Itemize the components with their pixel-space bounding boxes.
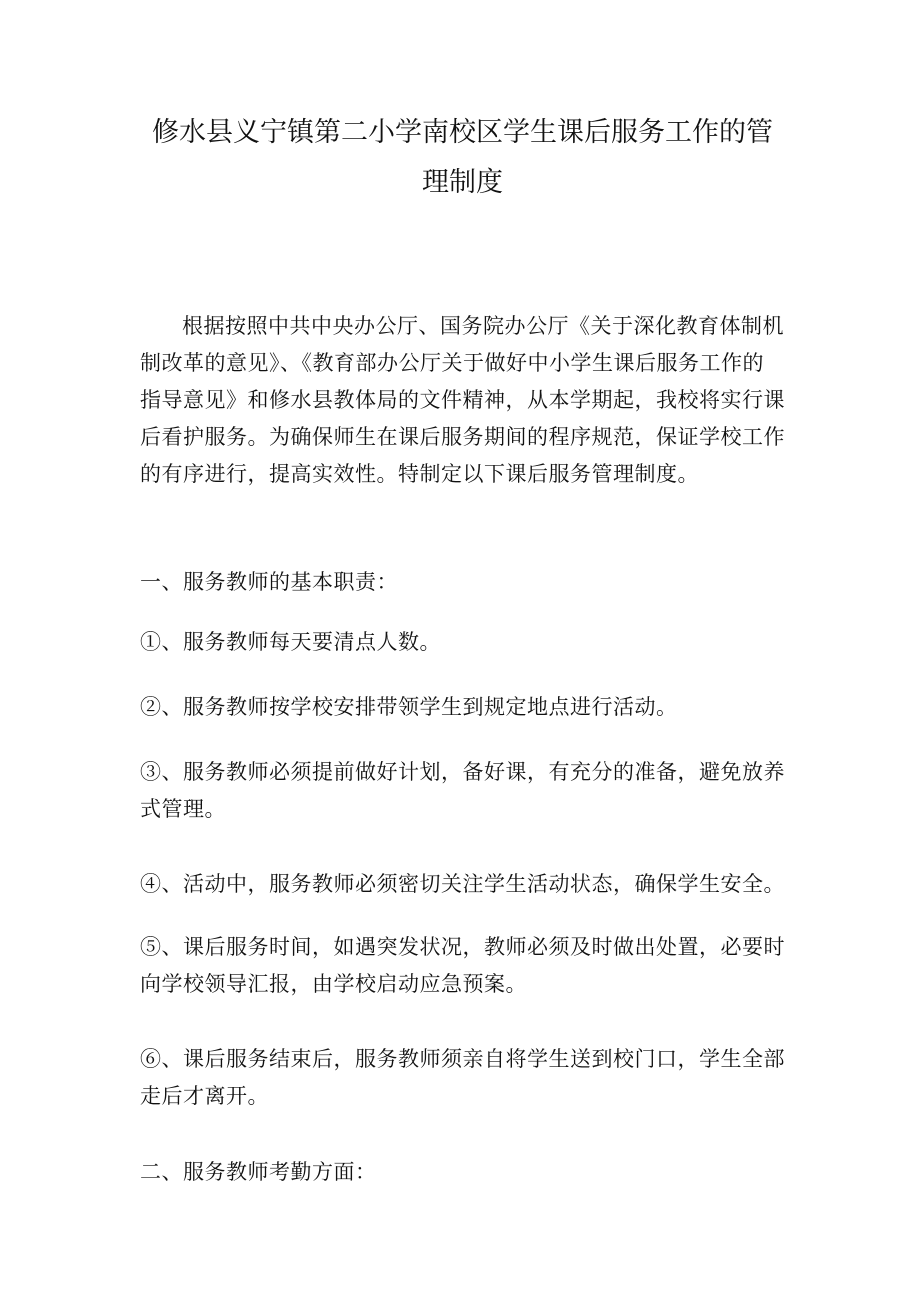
duty-item-4: [140, 866, 785, 903]
section-heading-text: 二、服务教师考勤方面：: [140, 1160, 377, 1184]
duty-item-5: [140, 929, 785, 1003]
duty-item-line: ①、服务教师每天要清点人数。: [140, 630, 441, 654]
duty-item-line: ④、活动中，服务教师必须密切关注学生活动状态，确保学生安全。: [140, 872, 785, 896]
title-line: 理制度: [422, 167, 503, 198]
duty-item-line: 式管理。: [140, 797, 226, 821]
duty-item-line: 向学校领导汇报，由学校启动应急预案。: [140, 972, 527, 996]
duty-item-line: ②、服务教师按学校安排带领学生到规定地点进行活动。: [140, 695, 678, 719]
duty-item-6: [140, 1041, 785, 1115]
document-title: [140, 108, 785, 208]
duty-item-line: ③、服务教师必须提前做好计划，备好课，有充分的准备，避免放养: [140, 760, 785, 784]
intro-line: 指导意见》和修水县教体局的文件精神，从本学期起，我校将实行课: [140, 388, 785, 412]
intro-line: 后看护服务。为确保师生在课后服务期间的程序规范，保证学校工作: [140, 425, 785, 449]
duty-item-1: [140, 624, 785, 661]
intro-paragraph: [140, 308, 785, 493]
duty-item-line: ⑥、课后服务结束后，服务教师须亲自将学生送到校门口，学生全部: [140, 1047, 785, 1071]
intro-line: 根据按照中共中央办公厅、国务院办公厅《关于深化教育体制机: [182, 314, 784, 338]
section-2-heading: [140, 1154, 785, 1191]
intro-line: 制改革的意见》、《教育部办公厅关于做好中小学生课后服务工作的: [140, 351, 764, 375]
duty-item-line: ⑤、课后服务时间，如遇突发状况，教师必须及时做出处置，必要时: [140, 935, 785, 959]
title-line: 修水县义宁镇第二小学南校区学生课后服务工作的管: [152, 117, 773, 148]
section-1-heading: [140, 564, 785, 601]
duty-item-line: 走后才离开。: [140, 1084, 269, 1108]
duty-item-3: [140, 754, 785, 828]
section-heading-text: 一、服务教师的基本职责：: [140, 570, 398, 594]
duty-item-2: [140, 689, 785, 726]
intro-line: 的有序进行，提高实效性。特制定以下课后服务管理制度。: [140, 462, 699, 486]
